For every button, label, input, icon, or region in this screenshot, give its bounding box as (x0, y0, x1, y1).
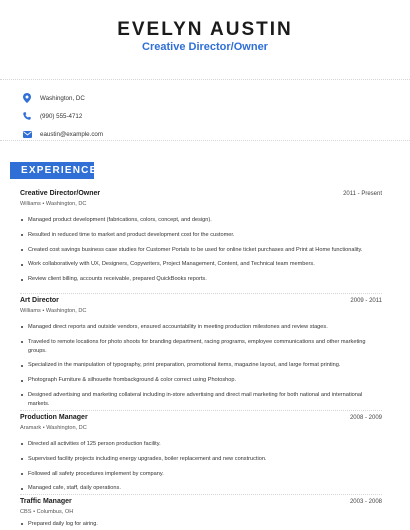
job-bullets (20, 440, 382, 493)
job-dates: 2009 - 2011 (350, 298, 382, 304)
phone-icon (22, 110, 32, 122)
divider (20, 494, 382, 495)
job-company: Williams (20, 201, 41, 207)
candidate-title: Creative Director/Owner (142, 41, 268, 53)
job-company: CBS (20, 509, 32, 515)
bullet: Followed all safety procedures implement by company. (20, 470, 382, 479)
job-bullets (20, 323, 382, 409)
job-company: Aramark (20, 425, 42, 431)
bullet: Managed cafe, staff, daily operations. (20, 484, 382, 493)
experience-heading: EXPERIENCE (21, 165, 98, 176)
job-company-line: CBS • Columbus, OH (20, 509, 74, 515)
job-company-line: Williams • Washington, DC (20, 308, 87, 314)
bullet: Managed product development (fabrications, colors, concept, and design). (20, 216, 382, 225)
bullet: Managed direct reports and outside vendors, ensured accountability in meeting production milestones and review stages. (20, 323, 382, 332)
job-company-line: Aramark • Washington, DC (20, 425, 87, 431)
job-entry (20, 414, 382, 493)
contact-email: eaustin@example.com (40, 130, 104, 138)
divider (20, 293, 382, 294)
email-icon (22, 128, 32, 140)
experience-section-header (10, 162, 98, 179)
bullet: Directed all activities of 125 person production facility. (20, 440, 382, 449)
job-title: Creative Director/Owner (20, 190, 101, 197)
contact-email-row (22, 127, 103, 141)
bullet: Created cost savings business case studies for Customer Portals to be used for online ticket purchases and Print at Home functionality. (20, 246, 382, 255)
contact-phone: (990) 555-4712 (40, 112, 83, 120)
candidate-name: EVELYN AUSTIN (117, 19, 293, 40)
job-entry (20, 190, 382, 284)
divider (20, 410, 382, 411)
contact-section (0, 79, 410, 141)
job-title: Traffic Manager (20, 498, 72, 505)
job-location: Washington, DC (45, 201, 87, 207)
bullet: Designed advertising and marketing collateral including in-store advertising and direct mail marketing for both national and international markets. (20, 391, 382, 409)
job-dates: 2008 - 2009 (349, 415, 382, 421)
contact-phone-row (22, 109, 82, 123)
job-location: Columbus, OH (36, 509, 74, 515)
job-company-line: Williams • Washington, DC (20, 201, 87, 207)
bullet: Work collaboratively with UX, Designers, Copywriters, Project Management, Content, and Technical team members. (20, 260, 382, 269)
job-title: Production Manager (20, 414, 88, 421)
job-dates: 2011 - Present (343, 191, 382, 197)
job-entry (20, 297, 382, 409)
location-pin-icon (22, 92, 32, 104)
job-location: Washington, DC (46, 425, 87, 431)
bullet: Photograph Furniture & silhouette frombackground & color correct using Photoshop. (20, 376, 382, 385)
job-dates: 2003 - 2008 (349, 499, 382, 505)
bullet: Prepared daily log for airing. (20, 520, 382, 529)
contact-location-row (22, 91, 85, 105)
contact-location: Washington, DC (40, 94, 85, 102)
job-location: Washington, DC (45, 308, 87, 314)
bullet: Specialized in the manipulation of typography, print preparation, promotional items, magazine layout, and large format printing. (20, 361, 382, 370)
bullet: Resulted in reduced time to market and product development cost for the customer. (20, 231, 382, 240)
bullet: Review client billing, accounts receivable, prepared QuickBooks reports. (20, 275, 382, 284)
bullet: Supervised facility projects including energy upgrades, boiler replacement and new construction. (20, 455, 382, 464)
job-bullets (20, 216, 382, 284)
job-title: Art Director (20, 297, 59, 304)
job-bullets (20, 520, 382, 529)
job-entry (20, 498, 382, 529)
job-company: Williams (20, 308, 41, 314)
bullet: Traveled to remote locations for photo shoots for branding department, racing programs, employee communications and other marketing groups. (20, 338, 382, 356)
